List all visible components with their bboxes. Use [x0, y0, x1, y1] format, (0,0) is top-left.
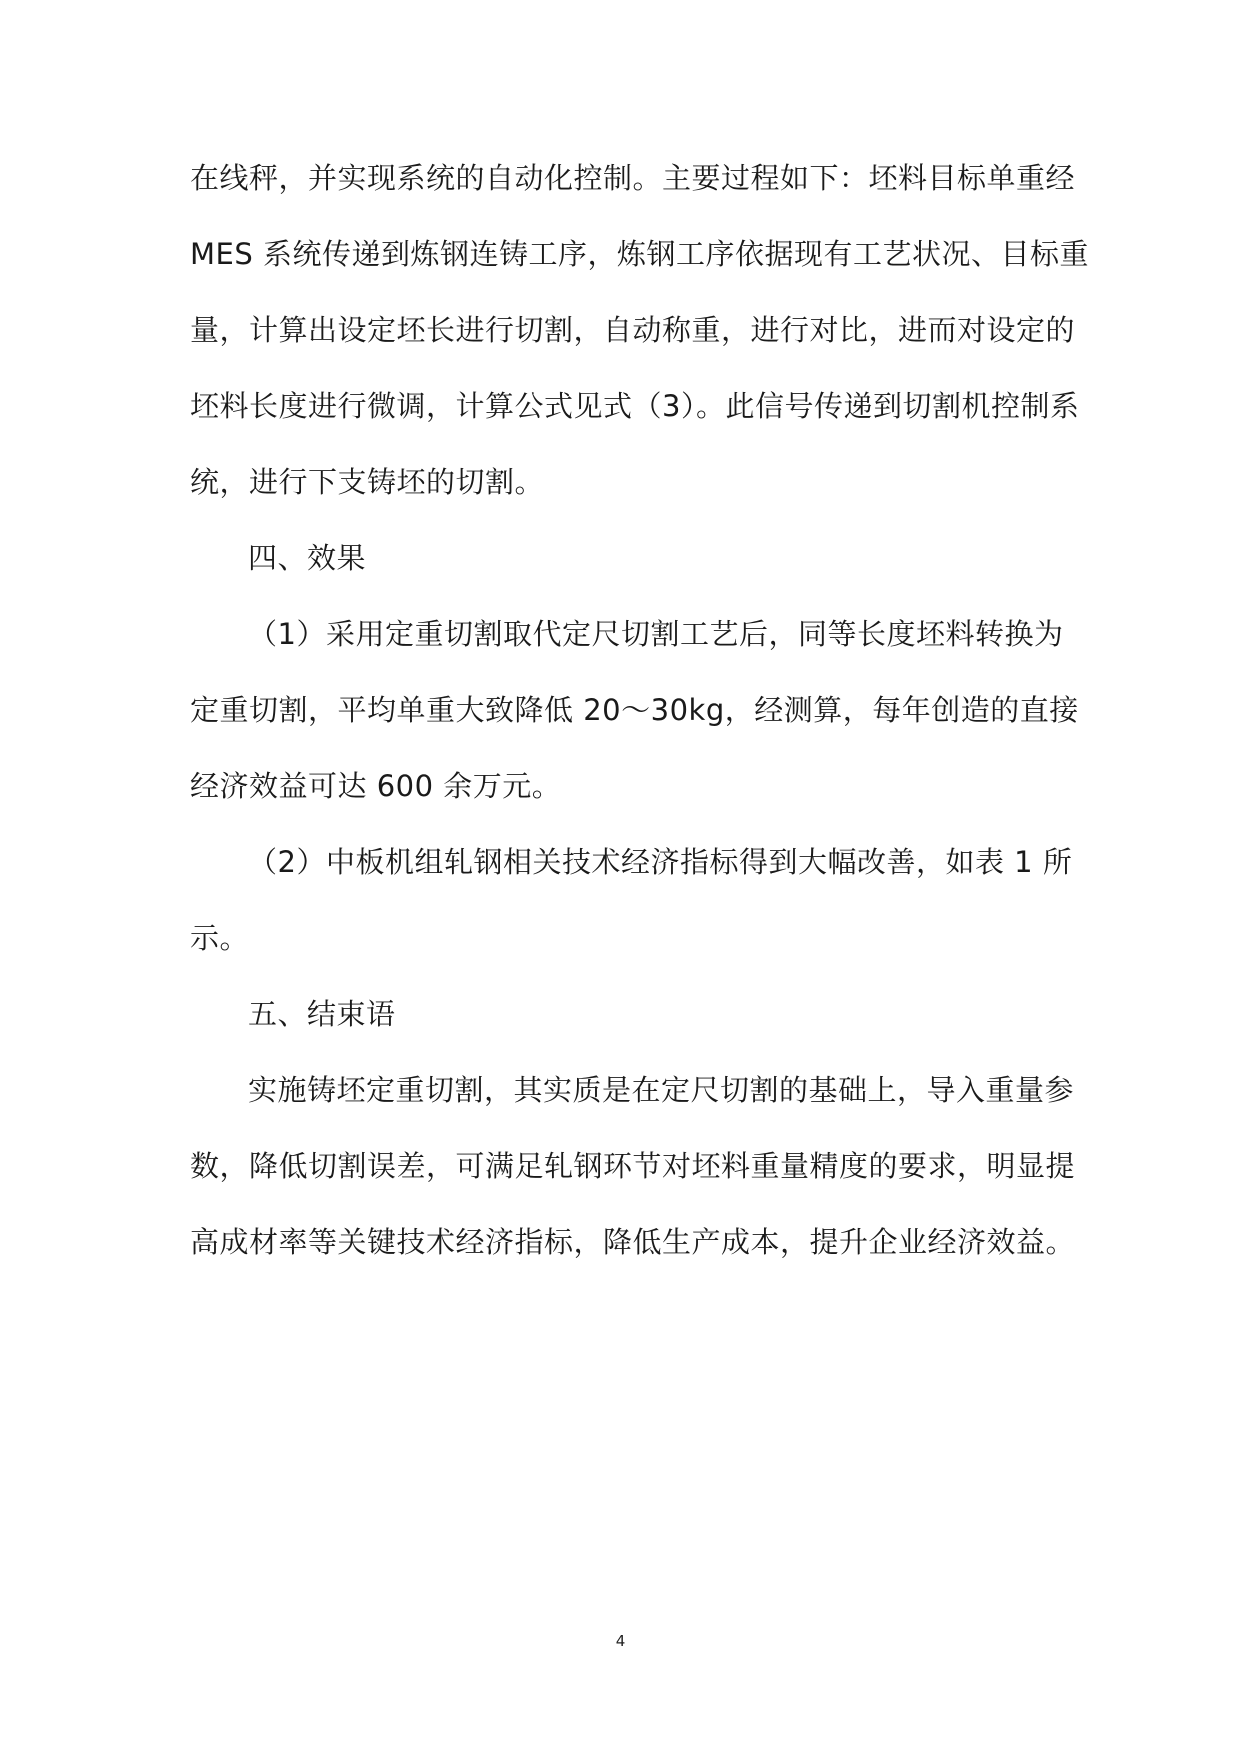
section-heading-conclusion: 五、结束语: [248, 997, 396, 1031]
paragraph-line: 数，降低切割误差，可满足轧钢环节对坯料重量精度的要求，明显提: [190, 1149, 1076, 1183]
paragraph-line: 量，计算出设定坯长进行切割，自动称重，进行对比，进而对设定的: [190, 313, 1076, 347]
body-text: [190, 140, 1089, 1280]
paragraph-line: MES 系统传递到炼钢连铸工序，炼钢工序依据现有工艺状况、目标重: [190, 237, 1089, 271]
paragraph-line: 在线秤，并实现系统的自动化控制。主要过程如下：坯料目标单重经: [190, 161, 1076, 195]
paragraph-line: （1）采用定重切割取代定尺切割工艺后，同等长度坯料转换为: [248, 617, 1064, 651]
paragraph-line: 坯料长度进行微调，计算公式见式（3）。此信号传递到切割机控制系: [190, 389, 1080, 423]
paragraph-line: 高成材率等关键技术经济指标，降低生产成本，提升企业经济效益。: [190, 1225, 1076, 1259]
paragraph-line: 经济效益可达 600 余万元。: [190, 769, 562, 803]
paragraph-line: 实施铸坯定重切割，其实质是在定尺切割的基础上，导入重量参: [248, 1073, 1075, 1107]
section-heading-effects: 四、效果: [248, 541, 367, 575]
paragraph-line: 定重切割，平均单重大致降低 20～30kg，经测算，每年创造的直接: [190, 693, 1079, 727]
paragraph-line: （2）中板机组轧钢相关技术经济指标得到大幅改善，如表 1 所: [248, 845, 1073, 879]
page-number: 4: [615, 1632, 626, 1650]
paragraph-line: 统，进行下支铸坯的切割。: [190, 465, 545, 499]
paragraph-line: 示。: [190, 921, 250, 955]
